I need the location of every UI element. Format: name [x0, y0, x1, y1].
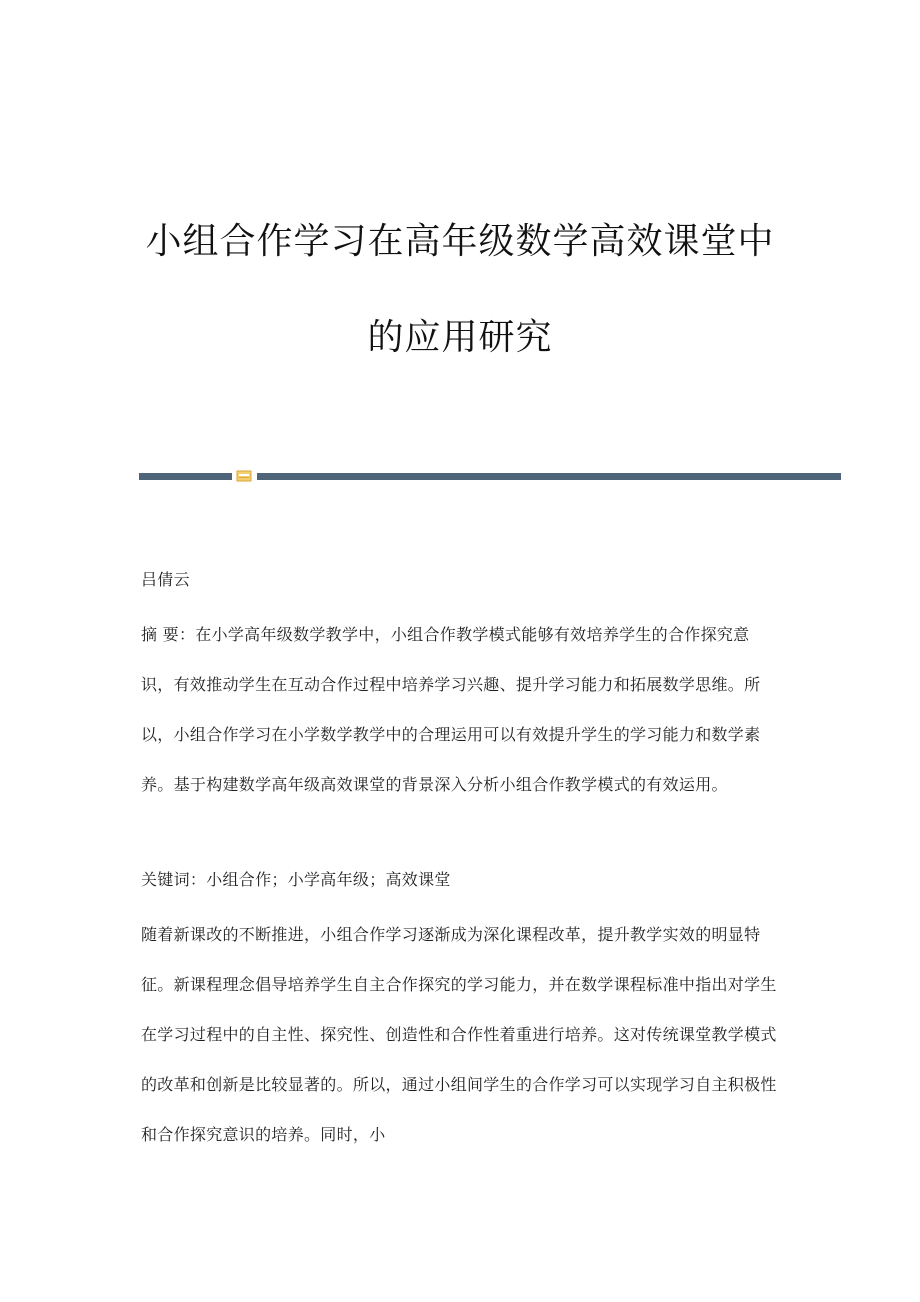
- title-divider: [139, 470, 841, 482]
- divider-bar-right: [257, 473, 841, 480]
- divider-ornament-icon: [236, 470, 252, 482]
- keywords-line: 关键词：小组合作；小学高年级；高效课堂: [141, 870, 451, 889]
- abstract-paragraph: 摘 要：在小学高年级数学教学中，小组合作教学模式能够有效培养学生的合作探究意识，有效推动学生在互动合作过程中培养学习兴趣、提升学习能力和拓展数学思维。所以，小组合作学习在小学数学教学中的合理运用可以有效提升学生的学习能力和数学素养。基于构建数学高年级高效课堂的背景深入分析小组合作教学模式的有效运用。: [141, 625, 761, 794]
- author-name: 吕倩云: [141, 570, 190, 589]
- body-paragraph: 随着新课改的不断推进，小组合作学习逐渐成为深化课程改革，提升教学实效的明显特征。新课程理念倡导培养学生自主合作探究的学习能力，并在数学课程标准中指出对学生在学习过程中的自主性、探究性、创造性和合作性着重进行培养。这对传统课堂教学模式的改革和创新是比较显著的。所以，通过小组间学生的合作学习可以实现学习自主积极性和合作探究意识的培养。同时，小: [141, 925, 777, 1144]
- divider-bar-left: [139, 473, 232, 480]
- document-title-line-1: 小组合作学习在高年级数学高效课堂中: [145, 221, 775, 262]
- document-title-line-2: 的应用研究: [367, 317, 553, 358]
